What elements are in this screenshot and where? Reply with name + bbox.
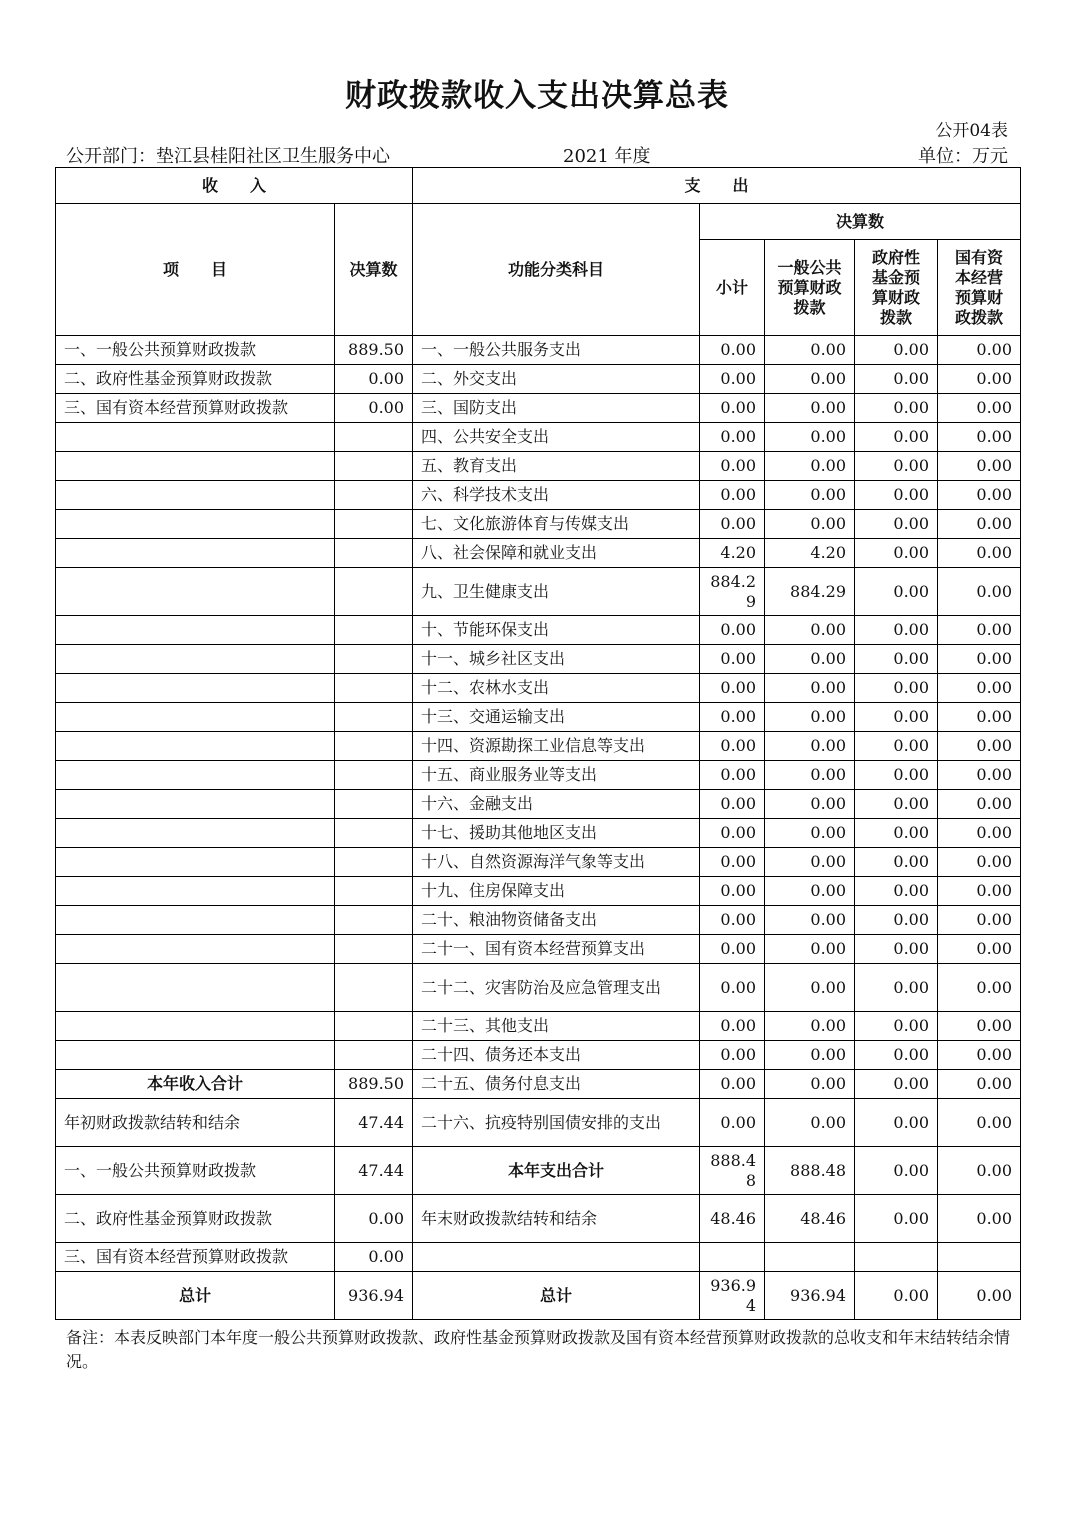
subtotal-cell: 0.00 xyxy=(700,935,765,964)
unit-label: 单位：万元 xyxy=(918,146,1008,167)
income-amount-cell: 0.00 xyxy=(335,394,413,423)
expense-item-cell: 二十四、债务还本支出 xyxy=(413,1041,700,1070)
income-item-cell: 总计 xyxy=(56,1272,335,1320)
state-capital-cell: 0.00 xyxy=(938,616,1021,645)
gov-fund-cell: 0.00 xyxy=(855,877,938,906)
income-item-cell: 二、政府性基金预算财政拨款 xyxy=(56,365,335,394)
income-amount-cell xyxy=(335,906,413,935)
table-row xyxy=(56,1272,1021,1320)
income-amount-cell xyxy=(335,539,413,568)
table-row xyxy=(56,481,1021,510)
income-item-cell xyxy=(56,935,335,964)
table-row xyxy=(56,1243,1021,1272)
expense-item-cell: 五、教育支出 xyxy=(413,452,700,481)
general-budget-cell: 0.00 xyxy=(765,906,855,935)
subtotal-cell: 0.00 xyxy=(700,674,765,703)
subtotal-cell: 0.00 xyxy=(700,616,765,645)
general-budget-cell: 0.00 xyxy=(765,336,855,365)
state-capital-cell: 0.00 xyxy=(938,1147,1021,1195)
general-budget-cell: 936.94 xyxy=(765,1272,855,1320)
general-budget-cell: 0.00 xyxy=(765,1099,855,1147)
gov-fund-cell: 0.00 xyxy=(855,568,938,616)
expense-item-cell: 年末财政拨款结转和结余 xyxy=(413,1195,700,1243)
subtotal-cell: 0.00 xyxy=(700,732,765,761)
state-capital-cell: 0.00 xyxy=(938,674,1021,703)
gov-fund-cell: 0.00 xyxy=(855,616,938,645)
expense-item-cell: 二、外交支出 xyxy=(413,365,700,394)
state-capital-cell: 0.00 xyxy=(938,819,1021,848)
income-item-cell xyxy=(56,906,335,935)
income-amount-cell: 889.50 xyxy=(335,336,413,365)
table-row xyxy=(56,1012,1021,1041)
gov-fund-cell: 0.00 xyxy=(855,906,938,935)
expense-item-cell: 十九、住房保障支出 xyxy=(413,877,700,906)
general-budget-cell: 0.00 xyxy=(765,703,855,732)
general-budget-cell: 0.00 xyxy=(765,510,855,539)
gov-fund-cell: 0.00 xyxy=(855,674,938,703)
fiscal-year: 2021 年度 xyxy=(563,146,651,167)
gov-fund-cell: 0.00 xyxy=(855,510,938,539)
subtotal-cell: 0.00 xyxy=(700,645,765,674)
subtotal-cell: 0.00 xyxy=(700,452,765,481)
state-capital-cell: 0.00 xyxy=(938,1041,1021,1070)
general-budget-cell: 0.00 xyxy=(765,935,855,964)
gov-fund-cell: 0.00 xyxy=(855,1012,938,1041)
table-row xyxy=(56,848,1021,877)
income-item-cell xyxy=(56,964,335,1012)
general-budget-header: 一般公共预算财政拨款 xyxy=(765,240,855,336)
subtotal-cell: 0.00 xyxy=(700,761,765,790)
table-row xyxy=(56,365,1021,394)
expense-item-cell: 六、科学技术支出 xyxy=(413,481,700,510)
table-row xyxy=(56,790,1021,819)
gov-fund-cell: 0.00 xyxy=(855,365,938,394)
page-title: 财政拨款收入支出决算总表 xyxy=(345,78,729,114)
income-item-cell: 本年收入合计 xyxy=(56,1070,335,1099)
subtotal-cell: 4.20 xyxy=(700,539,765,568)
expense-item-cell: 二十、粮油物资储备支出 xyxy=(413,906,700,935)
income-item-cell: 三、国有资本经营预算财政拨款 xyxy=(56,1243,335,1272)
expense-item-cell xyxy=(413,1243,700,1272)
income-amount-cell: 0.00 xyxy=(335,365,413,394)
state-capital-cell: 0.00 xyxy=(938,423,1021,452)
general-budget-cell: 0.00 xyxy=(765,674,855,703)
income-amount-cell xyxy=(335,1012,413,1041)
table-row xyxy=(56,423,1021,452)
income-amount-cell: 889.50 xyxy=(335,1070,413,1099)
gov-fund-cell: 0.00 xyxy=(855,1099,938,1147)
income-amount-cell xyxy=(335,510,413,539)
subtotal-cell: 0.00 xyxy=(700,819,765,848)
income-item-cell: 一、一般公共预算财政拨款 xyxy=(56,1147,335,1195)
expense-item-cell: 十六、金融支出 xyxy=(413,790,700,819)
subtotal-cell: 0.00 xyxy=(700,481,765,510)
general-budget-cell: 0.00 xyxy=(765,1012,855,1041)
general-budget-cell: 0.00 xyxy=(765,394,855,423)
amount-header: 决算数 xyxy=(335,204,413,336)
state-capital-cell: 0.00 xyxy=(938,336,1021,365)
state-capital-cell: 0.00 xyxy=(938,790,1021,819)
gov-fund-cell: 0.00 xyxy=(855,481,938,510)
gov-fund-cell xyxy=(855,1243,938,1272)
income-amount-cell xyxy=(335,703,413,732)
table-row xyxy=(56,568,1021,616)
gov-fund-cell: 0.00 xyxy=(855,848,938,877)
general-budget-cell xyxy=(765,1243,855,1272)
income-item-cell xyxy=(56,674,335,703)
state-capital-cell: 0.00 xyxy=(938,906,1021,935)
expense-item-cell: 二十六、抗疫特别国债安排的支出 xyxy=(413,1099,700,1147)
final-amount-header: 决算数 xyxy=(700,204,1021,240)
subtotal-cell: 0.00 xyxy=(700,1070,765,1099)
income-amount-cell xyxy=(335,452,413,481)
subtotal-cell: 48.46 xyxy=(700,1195,765,1243)
gov-fund-cell: 0.00 xyxy=(855,1147,938,1195)
general-budget-cell: 0.00 xyxy=(765,365,855,394)
general-budget-cell: 0.00 xyxy=(765,481,855,510)
table-row xyxy=(56,761,1021,790)
income-amount-cell: 47.44 xyxy=(335,1147,413,1195)
gov-fund-cell: 0.00 xyxy=(855,819,938,848)
income-item-cell xyxy=(56,481,335,510)
gov-fund-cell: 0.00 xyxy=(855,336,938,365)
table-row xyxy=(56,616,1021,645)
income-amount-cell xyxy=(335,732,413,761)
income-amount-cell xyxy=(335,790,413,819)
subtotal-cell: 0.00 xyxy=(700,1012,765,1041)
income-amount-cell xyxy=(335,616,413,645)
general-budget-cell: 0.00 xyxy=(765,423,855,452)
expense-item-cell: 十八、自然资源海洋气象等支出 xyxy=(413,848,700,877)
expense-item-cell: 十五、商业服务业等支出 xyxy=(413,761,700,790)
expense-item-cell: 十一、城乡社区支出 xyxy=(413,645,700,674)
income-amount-cell: 0.00 xyxy=(335,1243,413,1272)
general-budget-cell: 0.00 xyxy=(765,1070,855,1099)
state-capital-cell: 0.00 xyxy=(938,1195,1021,1243)
subtotal-cell: 0.00 xyxy=(700,394,765,423)
table-row xyxy=(56,1147,1021,1195)
gov-fund-cell: 0.00 xyxy=(855,1041,938,1070)
general-budget-cell: 0.00 xyxy=(765,819,855,848)
expense-item-cell: 十七、援助其他地区支出 xyxy=(413,819,700,848)
general-budget-cell: 888.48 xyxy=(765,1147,855,1195)
general-budget-cell: 0.00 xyxy=(765,645,855,674)
expense-item-cell: 三、国防支出 xyxy=(413,394,700,423)
gov-fund-cell: 0.00 xyxy=(855,539,938,568)
table-row xyxy=(56,819,1021,848)
func-class-header: 功能分类科目 xyxy=(413,204,700,336)
budget-summary-table xyxy=(55,167,1021,1320)
general-budget-cell: 0.00 xyxy=(765,452,855,481)
income-item-cell xyxy=(56,790,335,819)
department-label: 公开部门：垫江县桂阳社区卫生服务中心 xyxy=(66,146,390,167)
table-row xyxy=(56,452,1021,481)
gov-fund-cell: 0.00 xyxy=(855,790,938,819)
income-amount-cell xyxy=(335,848,413,877)
income-amount-cell: 0.00 xyxy=(335,1195,413,1243)
income-amount-cell xyxy=(335,481,413,510)
table-row xyxy=(56,674,1021,703)
item-header: 项 目 xyxy=(56,204,335,336)
general-budget-cell: 0.00 xyxy=(765,616,855,645)
subtotal-cell: 0.00 xyxy=(700,1099,765,1147)
state-capital-cell: 0.00 xyxy=(938,1070,1021,1099)
expense-item-cell: 总计 xyxy=(413,1272,700,1320)
expense-item-cell: 十三、交通运输支出 xyxy=(413,703,700,732)
gov-fund-cell: 0.00 xyxy=(855,645,938,674)
table-row xyxy=(56,645,1021,674)
general-budget-cell: 48.46 xyxy=(765,1195,855,1243)
income-item-cell xyxy=(56,1012,335,1041)
footnote: 备注：本表反映部门本年度一般公共预算财政拨款、政府性基金预算财政拨款及国有资本经营预算财政拨款的总收支和年末结转结余情况。 xyxy=(66,1328,1011,1371)
table-row xyxy=(56,1070,1021,1099)
expense-item-cell: 十二、农林水支出 xyxy=(413,674,700,703)
general-budget-cell: 0.00 xyxy=(765,877,855,906)
income-item-cell xyxy=(56,703,335,732)
subtotal-header: 小计 xyxy=(700,240,765,336)
subtotal-cell: 0.00 xyxy=(700,510,765,539)
expense-item-cell: 本年支出合计 xyxy=(413,1147,700,1195)
income-amount-cell xyxy=(335,568,413,616)
general-budget-cell: 0.00 xyxy=(765,848,855,877)
subtotal-cell: 884.29 xyxy=(700,568,765,616)
state-capital-cell: 0.00 xyxy=(938,365,1021,394)
income-item-cell: 一、一般公共预算财政拨款 xyxy=(56,336,335,365)
subtotal-cell: 888.48 xyxy=(700,1147,765,1195)
subtotal-cell: 0.00 xyxy=(700,877,765,906)
income-amount-cell: 936.94 xyxy=(335,1272,413,1320)
income-amount-cell xyxy=(335,964,413,1012)
general-budget-cell: 0.00 xyxy=(765,964,855,1012)
state-capital-cell: 0.00 xyxy=(938,394,1021,423)
table-row xyxy=(56,906,1021,935)
table-row xyxy=(56,394,1021,423)
state-capital-cell xyxy=(938,1243,1021,1272)
state-capital-cell: 0.00 xyxy=(938,848,1021,877)
income-item-cell xyxy=(56,1041,335,1070)
income-item-cell xyxy=(56,539,335,568)
expense-item-cell: 二十五、债务付息支出 xyxy=(413,1070,700,1099)
expense-item-cell: 二十二、灾害防治及应急管理支出 xyxy=(413,964,700,1012)
gov-fund-cell: 0.00 xyxy=(855,761,938,790)
subtotal-cell: 0.00 xyxy=(700,1041,765,1070)
expense-item-cell: 十四、资源勘探工业信息等支出 xyxy=(413,732,700,761)
income-amount-cell xyxy=(335,674,413,703)
income-item-cell xyxy=(56,568,335,616)
state-capital-cell: 0.00 xyxy=(938,703,1021,732)
expense-item-cell: 四、公共安全支出 xyxy=(413,423,700,452)
state-capital-cell: 0.00 xyxy=(938,1272,1021,1320)
subtotal-cell: 0.00 xyxy=(700,848,765,877)
state-capital-cell: 0.00 xyxy=(938,481,1021,510)
state-capital-cell: 0.00 xyxy=(938,510,1021,539)
state-capital-cell: 0.00 xyxy=(938,935,1021,964)
state-capital-cell: 0.00 xyxy=(938,1012,1021,1041)
table-row xyxy=(56,964,1021,1012)
state-capital-cell: 0.00 xyxy=(938,568,1021,616)
state-capital-cell: 0.00 xyxy=(938,452,1021,481)
gov-fund-cell: 0.00 xyxy=(855,1272,938,1320)
subtotal-cell: 0.00 xyxy=(700,906,765,935)
gov-fund-header: 政府性基金预算财政拨款 xyxy=(855,240,938,336)
table-row xyxy=(56,877,1021,906)
income-item-cell: 二、政府性基金预算财政拨款 xyxy=(56,1195,335,1243)
income-item-cell xyxy=(56,423,335,452)
gov-fund-cell: 0.00 xyxy=(855,703,938,732)
state-capital-cell: 0.00 xyxy=(938,732,1021,761)
table-row xyxy=(56,510,1021,539)
income-item-cell xyxy=(56,877,335,906)
general-budget-cell: 0.00 xyxy=(765,761,855,790)
gov-fund-cell: 0.00 xyxy=(855,935,938,964)
state-capital-cell: 0.00 xyxy=(938,761,1021,790)
income-amount-cell xyxy=(335,423,413,452)
state-capital-cell: 0.00 xyxy=(938,1099,1021,1147)
subtotal-cell: 0.00 xyxy=(700,336,765,365)
gov-fund-cell: 0.00 xyxy=(855,1195,938,1243)
subtotal-cell: 0.00 xyxy=(700,365,765,394)
subtotal-cell: 0.00 xyxy=(700,790,765,819)
expense-item-cell: 七、文化旅游体育与传媒支出 xyxy=(413,510,700,539)
state-capital-cell: 0.00 xyxy=(938,964,1021,1012)
general-budget-cell: 0.00 xyxy=(765,732,855,761)
expense-item-cell: 八、社会保障和就业支出 xyxy=(413,539,700,568)
gov-fund-cell: 0.00 xyxy=(855,964,938,1012)
expense-item-cell: 一、一般公共服务支出 xyxy=(413,336,700,365)
expense-header: 支 出 xyxy=(413,168,1021,204)
income-item-cell xyxy=(56,848,335,877)
table-row xyxy=(56,1099,1021,1147)
table-row xyxy=(56,336,1021,365)
income-amount-cell xyxy=(335,1041,413,1070)
state-capital-header: 国有资本经营预算财政拨款 xyxy=(938,240,1021,336)
income-item-cell xyxy=(56,452,335,481)
subtotal-cell: 0.00 xyxy=(700,703,765,732)
state-capital-cell: 0.00 xyxy=(938,539,1021,568)
income-header: 收 入 xyxy=(56,168,413,204)
income-amount-cell xyxy=(335,819,413,848)
subtotal-cell xyxy=(700,1243,765,1272)
income-item-cell xyxy=(56,732,335,761)
gov-fund-cell: 0.00 xyxy=(855,1070,938,1099)
expense-item-cell: 十、节能环保支出 xyxy=(413,616,700,645)
subtotal-cell: 0.00 xyxy=(700,964,765,1012)
income-amount-cell xyxy=(335,935,413,964)
income-item-cell xyxy=(56,510,335,539)
income-item-cell: 年初财政拨款结转和结余 xyxy=(56,1099,335,1147)
income-item-cell: 三、国有资本经营预算财政拨款 xyxy=(56,394,335,423)
gov-fund-cell: 0.00 xyxy=(855,394,938,423)
general-budget-cell: 4.20 xyxy=(765,539,855,568)
expense-item-cell: 二十三、其他支出 xyxy=(413,1012,700,1041)
income-amount-cell xyxy=(335,877,413,906)
income-item-cell xyxy=(56,616,335,645)
income-item-cell xyxy=(56,819,335,848)
table-row xyxy=(56,935,1021,964)
general-budget-cell: 0.00 xyxy=(765,790,855,819)
gov-fund-cell: 0.00 xyxy=(855,452,938,481)
expense-item-cell: 二十一、国有资本经营预算支出 xyxy=(413,935,700,964)
table-row xyxy=(56,539,1021,568)
table-row xyxy=(56,1195,1021,1243)
income-amount-cell xyxy=(335,645,413,674)
gov-fund-cell: 0.00 xyxy=(855,423,938,452)
table-row xyxy=(56,732,1021,761)
income-amount-cell xyxy=(335,761,413,790)
income-amount-cell: 47.44 xyxy=(335,1099,413,1147)
subtotal-cell: 936.94 xyxy=(700,1272,765,1320)
state-capital-cell: 0.00 xyxy=(938,877,1021,906)
general-budget-cell: 0.00 xyxy=(765,1041,855,1070)
state-capital-cell: 0.00 xyxy=(938,645,1021,674)
gov-fund-cell: 0.00 xyxy=(855,732,938,761)
table-row xyxy=(56,1041,1021,1070)
subtotal-cell: 0.00 xyxy=(700,423,765,452)
general-budget-cell: 884.29 xyxy=(765,568,855,616)
income-item-cell xyxy=(56,645,335,674)
form-number: 公开04表 xyxy=(935,121,1008,141)
expense-item-cell: 九、卫生健康支出 xyxy=(413,568,700,616)
income-item-cell xyxy=(56,761,335,790)
table-row xyxy=(56,703,1021,732)
